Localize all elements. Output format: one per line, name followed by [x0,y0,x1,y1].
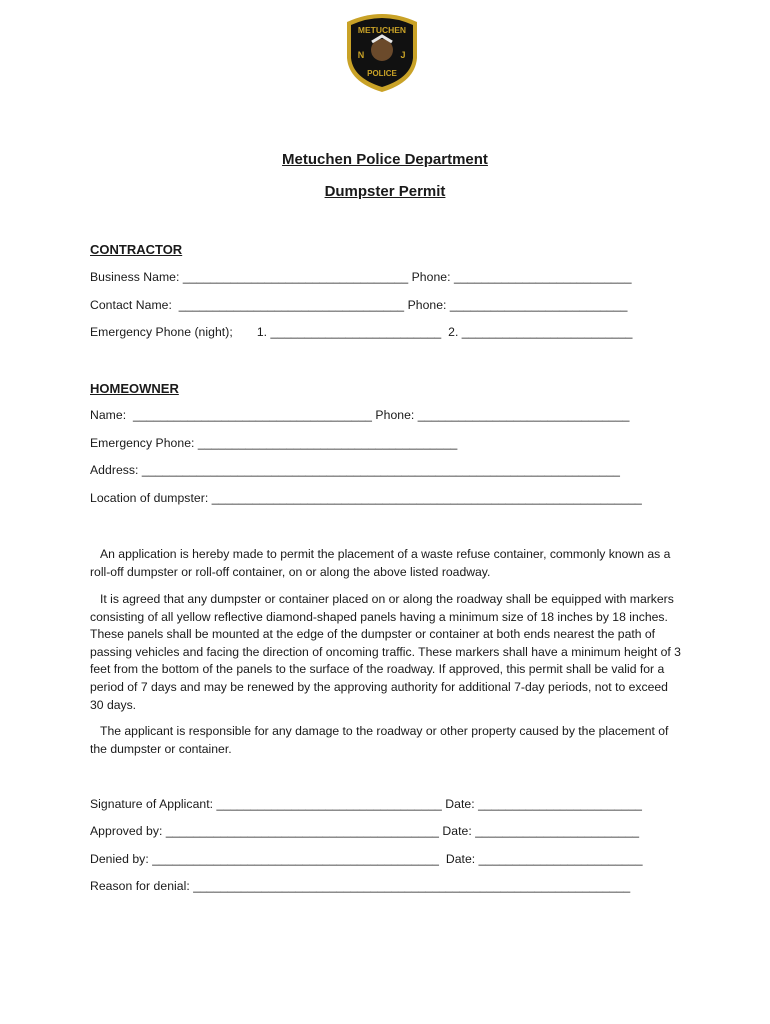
homeowner-heading: HOMEOWNER [90,381,179,396]
police-badge-logo [341,8,423,94]
denial-reason-field[interactable]: Reason for denial: ________________________________________________________________ [90,879,631,893]
responsibility-paragraph: The applicant is responsible for any damage to the roadway or other property caused by the placement of the dumpster or container. [90,724,669,756]
application-paragraph: An application is hereby made to permit the placement of a waste refuse container, commonly known as a roll-off dumpster or roll-off container, on or along the above listed roadway. [90,547,671,579]
approved-by-field[interactable]: Approved by: ________________________________________ Date: ________________________ [90,824,640,838]
contact-name-field[interactable]: Contact Name: _________________________________ Phone: __________________________ [90,298,628,312]
contractor-emergency-phone-field[interactable]: Emergency Phone (night); 1. _________________________ 2. _________________________ [90,325,633,339]
homeowner-emergency-phone-field[interactable]: Emergency Phone: ______________________________________ [90,436,458,450]
address-field[interactable]: Address: ______________________________________________________________________ [90,463,620,477]
applicant-signature-field[interactable]: Signature of Applicant: _________________________________ Date: ________________________ [90,797,642,811]
badge-left-letter: N [357,50,365,60]
business-name-field[interactable]: Business Name: _________________________________ Phone: __________________________ [90,270,632,284]
contractor-heading: CONTRACTOR [90,242,183,257]
requirements-paragraph: It is agreed that any dumpster or container placed on or along the roadway shall be equipped with markers consisting of all yellow reflective diamond-shaped panels having a minimum size of 18 inches by 18 inches. These panels shall be mounted at the edge of the dumpster or container at both ends nearest the path of passing vehicles and facing the direction of oncoming traffic. These markers shall have a minimum height of 3 feet from the bottom of the panels to the surface of the roadway. If approved, this permit shall be valid for a period of 7 days and may be renewed by the approving authority for additional 7-day periods, not to exceed 30 days. [90,592,681,712]
dumpster-location-field[interactable]: Location of dumpster: _______________________________________________________________ [90,491,642,505]
badge-bottom-text: POLICE [367,69,397,78]
form-title: Dumpster Permit [324,183,446,200]
denied-by-field[interactable]: Denied by: __________________________________________ Date: ________________________ [90,852,643,866]
homeowner-name-field[interactable]: Name: ___________________________________ Phone: _______________________________ [90,408,630,422]
department-title: Metuchen Police Department [282,151,488,168]
badge-right-letter: J [400,50,406,60]
badge-top-text: METUCHEN [357,25,407,35]
